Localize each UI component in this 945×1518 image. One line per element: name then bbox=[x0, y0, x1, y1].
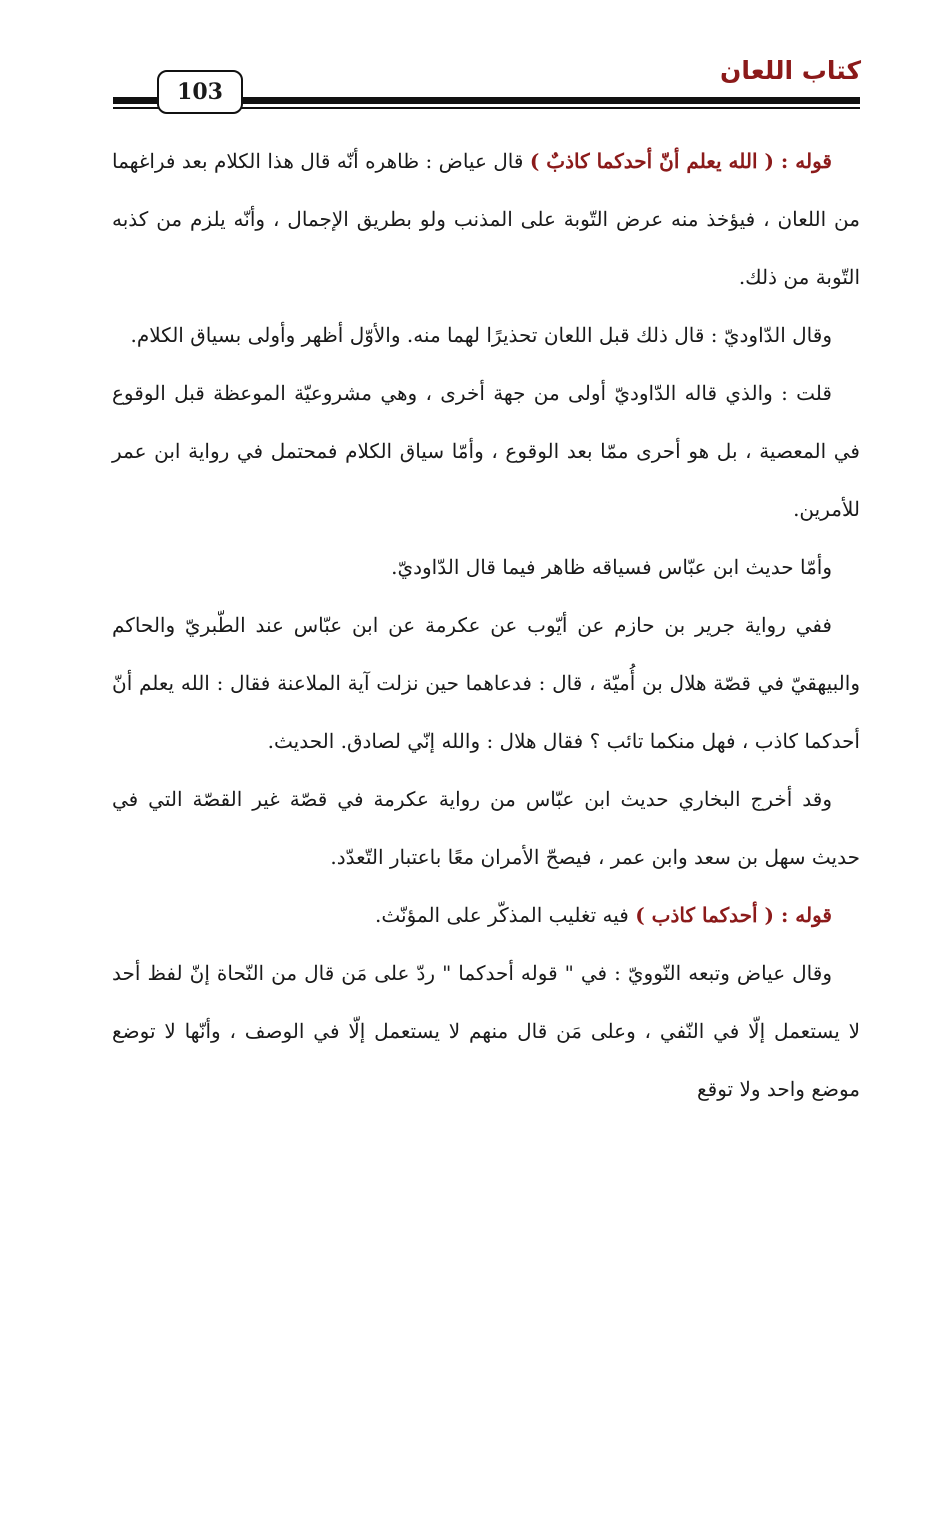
paragraph-text: وقد أخرج البخاري حديث ابن عبّاس من رواية عكرمة في قصّة غير القصّة التي في حديث سهل بن سعد وابن عمر ، فيصحّ الأمران معًا باعتبار التّعدّد. bbox=[112, 787, 860, 869]
paragraph bbox=[112, 364, 860, 538]
paragraph-text: ففي رواية جرير بن حازم عن أيّوب عن عكرمة عن ابن عبّاس عند الطّبريّ والحاكم والبيهقيّ في قصّة هلال بن أُميّة ، قال : فدعاهما حين نزلت آية الملاعنة فقال : الله يعلم أنّ أحدكما كاذب ، فهل منكما تائب ؟ فقال هلال : والله إنّي لصادق. الحديث. bbox=[112, 613, 860, 753]
paragraph bbox=[112, 944, 860, 1118]
paragraph-text: وأمّا حديث ابن عبّاس فسياقه ظاهر فيما قال الدّاوديّ. bbox=[391, 555, 832, 579]
paragraph-text: قلت : والذي قاله الدّاوديّ أولى من جهة أخرى ، وهي مشروعيّة الموعظة قبل الوقوع في المعصية ، بل هو أحرى ممّا بعد الوقوع ، وأمّا سياق الكلام فمحتمل في رواية ابن عمر للأمرين. bbox=[112, 381, 860, 521]
paragraph-text: فيه تغليب المذكّر على المؤنّث. bbox=[375, 903, 636, 927]
paragraph bbox=[112, 306, 860, 364]
body-text bbox=[112, 132, 860, 1118]
quote-lead: قوله : ( أحدكما كاذب ) bbox=[635, 903, 832, 927]
page-number: 103 bbox=[157, 70, 243, 114]
quote-lead: قوله : ( الله يعلم أنّ أحدكما كاذبٌ ) bbox=[529, 149, 832, 173]
paragraph bbox=[112, 886, 860, 944]
paragraph bbox=[112, 538, 860, 596]
paragraph-text: وقال الدّاوديّ : قال ذلك قبل اللعان تحذيرًا لهما منه. والأوّل أظهر وأولى بسياق الكلام. bbox=[130, 323, 832, 347]
paragraph-text: وقال عياض وتبعه النّوويّ : في " قوله أحدكما " ردّ على مَن قال من النّحاة إنّ لفظ أحد لا يستعمل إلّا في النّفي ، وعلى مَن قال منهم لا يستعمل إلّا في الوصف ، وأنّها لا توضع موضع واحد ولا توقع bbox=[112, 961, 861, 1101]
paragraph bbox=[112, 596, 860, 770]
book-title: كتاب اللعان bbox=[720, 56, 861, 85]
paragraph bbox=[112, 132, 860, 306]
paragraph bbox=[112, 770, 860, 886]
paragraph-text: قال عياض : ظاهره أنّه قال هذا الكلام بعد فراغهما من اللعان ، فيؤخذ منه عرض التّوبة على المذنب ولو بطريق الإجمال ، وأنّه يلزم من كذبه التّوبة من ذلك. bbox=[112, 149, 860, 289]
